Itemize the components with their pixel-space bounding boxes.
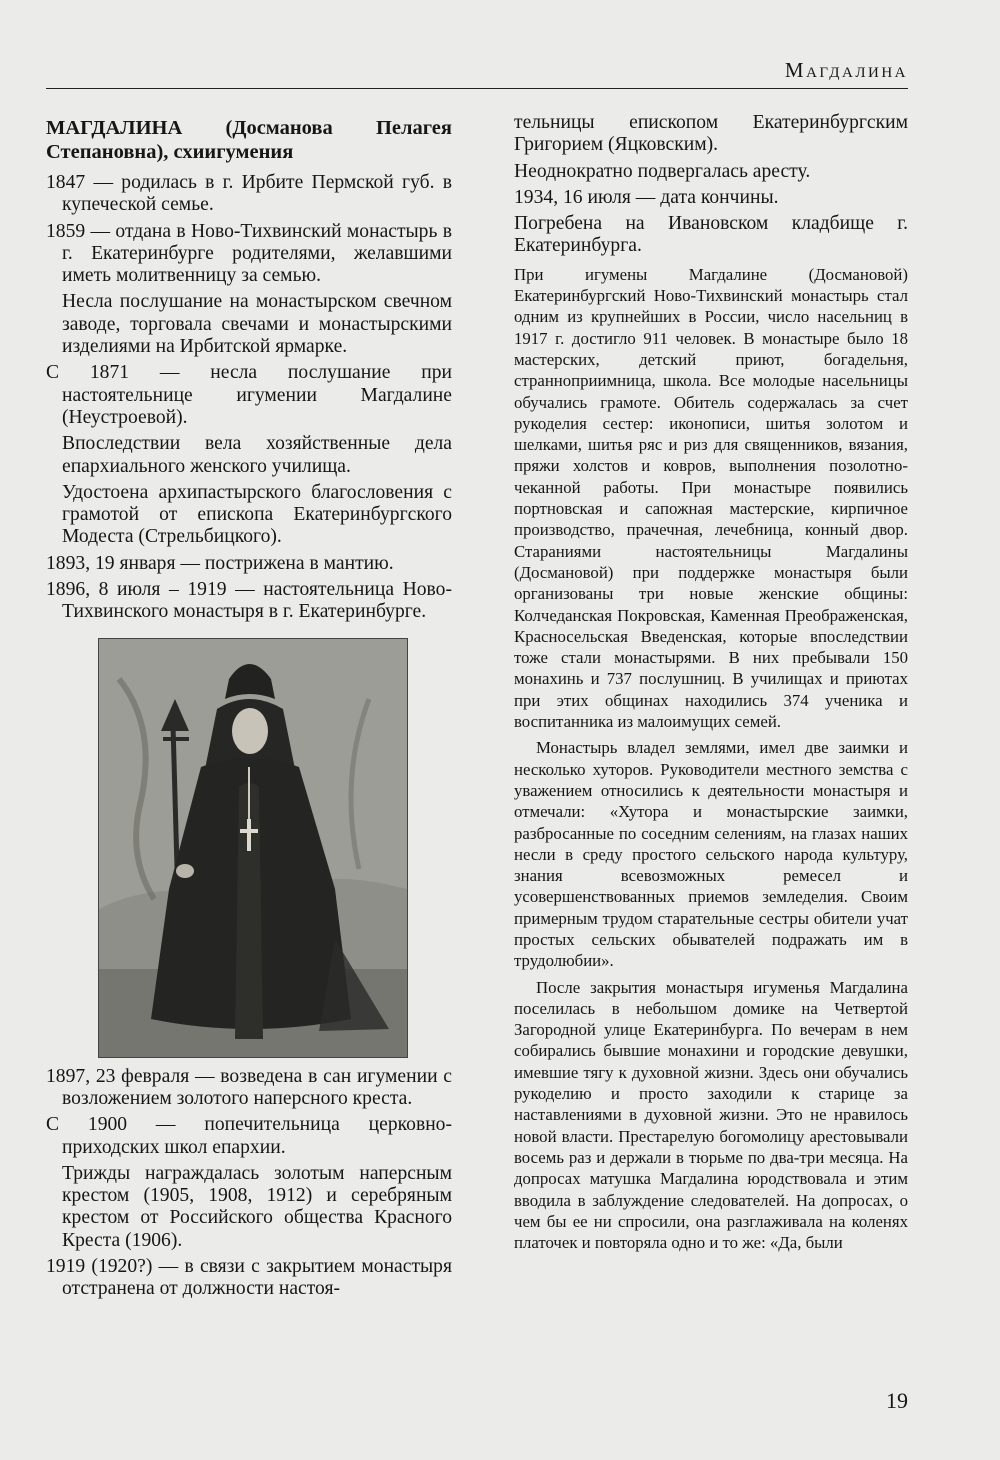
chronology-continuation: тельницы епископом Екатеринбургским Григорием (Яцковским). [514, 112, 908, 156]
chronology-entry: С 1871 — несла послушание при настоятельнице игумении Магдалине (Неустроевой). [46, 362, 452, 428]
chronology-entry: 1897, 23 февраля — возведена в сан игумении с возложением золотого наперсного креста. [46, 1065, 452, 1109]
chronology-note: Несла послушание на монастырском свечном заводе, торговала свечами и монастырскими изделиями на Ирбитской ярмарке. [62, 291, 452, 358]
portrait-photo [98, 638, 408, 1058]
running-head: Магдалина [784, 58, 908, 82]
chronology-note: Удостоена архипастырского благословения с грамотой от епископа Екатеринбургского Модеста (Стрельбицкого). [62, 481, 452, 548]
portrait-illustration [99, 639, 407, 1057]
chronology-note: Впоследствии вела хозяйственные дела епархиального женского училища. [62, 433, 452, 477]
body-paragraph: При игумены Магдалине (Досмановой) Екатеринбургский Ново-Тихвинский монастырь стал одним из крупнейших в России, число насельниц в 1917 г. достигло 911 человек. В монастыре было 18 мастерских, детский приют, богадельня, странноприимница, школа. Все молодые насельницы обучались грамоте. Обитель содержалась за счет рукоделия сестер: иконописи, шитья золотом и шелками, шитья ряс и риз для священников, вязания, пряжи холстов и ковров, выполнения позолотно-чеканной работы. При монастыре появились портновская и сапожная мастерские, кирпичное производство, прачечная, лечебница, конный двор. Стараниями настоятельницы Магдалины (Досмановой) при поддержке монастыря были организованы три новые женские общины: Колчеданская Покровская, Каменная Преображенская, Красносельская Введенская, которые впоследствии тоже стали монастырями. В них пребывали 150 монахинь и 737 послушниц. В училищах и приютах при этих общинах находились 374 ученика и воспитанника из малоимущих семей. [514, 264, 908, 732]
right-column [514, 112, 908, 1253]
chronology-note: Погребена на Ивановском кладбище г. Екатеринбурга. [514, 213, 908, 257]
chronology-entry: 1919 (1920?) — в связи с закрытием монастыря отстранена от должности настоя- [46, 1256, 452, 1300]
chronology-entry: 1934, 16 июля — дата кончины. [514, 186, 779, 208]
chronology-entry: 1859 — отдана в Ново-Тихвинский монастырь в г. Екатеринбурге родителями, желавшими иметь молитвенницу за семью. [46, 220, 452, 287]
entry-heading: МАГДАЛИНА (Досманова Пелагея Степановна), схиигумения [46, 117, 452, 163]
chronology-entry: С 1900 — попечительница церковно-приходских школ епархии. [46, 1114, 452, 1158]
chronology-entry: 1893, 19 января — пострижена в мантию. [46, 552, 394, 574]
chronology-note: Трижды награждалась золотым наперсным крестом (1905, 1908, 1912) и серебряным крестом от Российского общества Красного Креста (1906). [62, 1162, 452, 1251]
body-paragraph: Монастырь владел землями, имел две заимки и несколько хуторов. Руководители местного земства с уважением относились к деятельности монастыря и отмечали: «Хутора и монастырские заимки, разбросанные по соседним селениям, на глазах наших несли в среду простого сельского народа культуру, знания всевозможных ремесел и усовершенствованных приемов земледелия. Своим примерным трудом старательные сестры обители учат простых сельских обывателей подражать им в трудолюбии». [514, 738, 908, 971]
chronology-entry: 1896, 8 июля – 1919 — настоятельница Ново-Тихвинского монастыря в г. Екатеринбурге. [46, 579, 452, 623]
header-rule [46, 88, 908, 89]
chronology-note: Неоднократно подвергалась аресту. [514, 160, 811, 182]
body-paragraph: После закрытия монастыря игуменья Магдалина поселилась в небольшом домике на Четвертой Загородной улице Екатеринбурга. По вечерам в нем собирались бывшие монахини и городские девушки, имевшие тягу к духовной жизни. Здесь они обучались рукоделию и просто заходили к старице за наставлениями в духовной жизни. Это не нравилось новой власти. Престарелую богомолицу арестовывали восемь раз и держали в тюрьме по два-три месяца. На допросах матушка Магдалина юродствовала и этим вводила в заблуждение следователей. На допросах, о чем бы ее ни спросили, она разглаживала на коленях платочек и повторяла одно и то же: «Да, были [514, 977, 908, 1253]
left-column [46, 112, 452, 1305]
page-number: 19 [886, 1388, 908, 1413]
chronology-entry: 1847 — родилась в г. Ирбите Пермской губ. в купеческой семье. [46, 172, 452, 216]
